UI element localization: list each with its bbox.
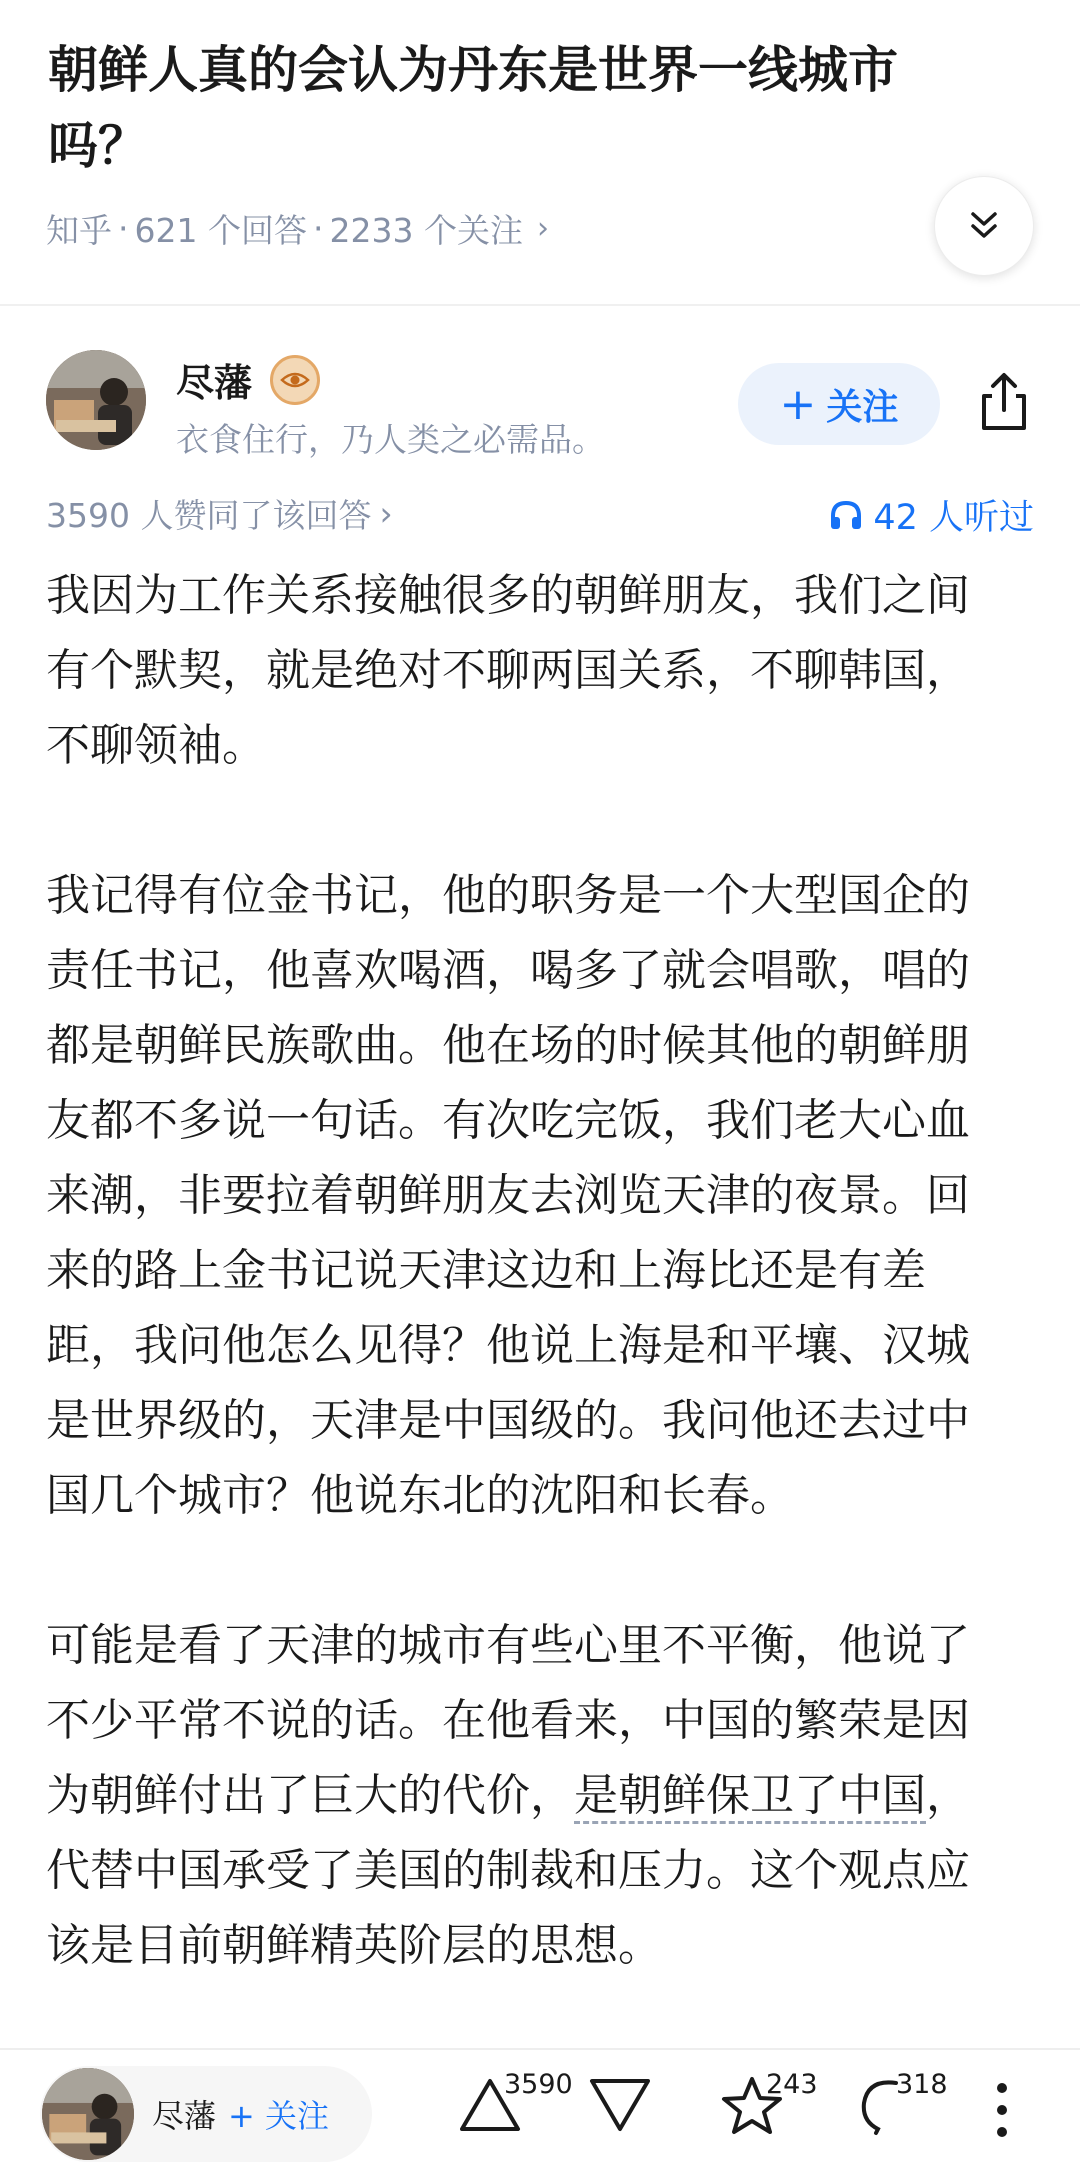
listen-count[interactable]	[829, 490, 1034, 540]
bottom-follow-button[interactable]: + 关注	[228, 2097, 330, 2135]
comment-count: 318	[896, 2069, 948, 2100]
follow-label: 关注	[826, 386, 899, 428]
meta-source: 知乎	[46, 211, 112, 250]
answer-paragraph: 我因为工作关系接触很多的朝鲜朋友，我们之间有个默契，就是绝对不聊两国关系，不聊韩国，不聊领袖。	[46, 570, 970, 771]
share-icon	[976, 372, 1032, 434]
favorite-count: 243	[766, 2069, 818, 2100]
bottom-author-chip[interactable]	[40, 2066, 372, 2162]
favorite-button[interactable]	[720, 2069, 818, 2141]
headphones-icon	[829, 499, 863, 531]
downvote-button[interactable]	[588, 2075, 652, 2139]
more-vertical-icon	[992, 2080, 1012, 2140]
meta-sep: ·	[312, 209, 324, 248]
double-chevron-down-icon	[967, 209, 1001, 243]
chevron-right-icon: ›	[536, 211, 549, 246]
answer-content	[46, 558, 1006, 2058]
author-name-row[interactable]	[176, 352, 320, 407]
eye-badge-icon	[270, 355, 320, 405]
upvote-button[interactable]	[458, 2069, 573, 2139]
more-button[interactable]	[992, 2080, 1012, 2144]
expand-button[interactable]	[934, 176, 1034, 276]
share-button[interactable]	[976, 372, 1032, 434]
bottom-author-name: 尽藩	[152, 2097, 217, 2135]
comment-button[interactable]	[856, 2069, 948, 2141]
answer-paragraph	[46, 1608, 1006, 1983]
bottom-author-avatar[interactable]	[42, 2068, 134, 2160]
author-avatar[interactable]	[46, 350, 146, 450]
follow-button[interactable]	[738, 363, 940, 445]
paragraph-text: ，代替中国承受了美国的制裁和压力。这个观点应该是目前朝鲜精英阶层的思想。	[46, 1770, 970, 1971]
search-keyword-link[interactable]: 是朝鲜保卫了中国	[574, 1770, 926, 1824]
meta-followers: 2233 个关注	[329, 211, 523, 250]
chevron-right-icon: ›	[379, 494, 393, 533]
paragraph-text: 可能是看了天津的城市有些心里不平衡，他说了不少平常不说的话。在他看来，中国的繁荣是因为朝鲜付出了巨大的代价，	[46, 1620, 970, 1821]
meta-answers: 621 个回答	[134, 211, 307, 250]
plus-icon: +	[779, 378, 817, 430]
vote-summary[interactable]	[46, 490, 393, 537]
question-title: 朝鲜人真的会认为丹东是世界一线城市吗？	[48, 41, 898, 175]
avatar-image	[42, 2068, 134, 2160]
author-name[interactable]: 尽藩	[176, 361, 253, 405]
section-divider	[0, 304, 1080, 306]
listen-text: 42 人听过	[873, 498, 1034, 538]
downvote-triangle-icon	[588, 2075, 652, 2135]
answer-paragraph: 我记得有位金书记，他的职务是一个大型国企的责任书记，他喜欢喝酒，喝多了就会唱歌，唱的都是朝鲜民族歌曲。他在场的时候其他的朝鲜朋友都不多说一句话。有次吃完饭，我们老大心血来潮，非要拉着朝鲜朋友去浏览天津的夜景。回来的路上金书记说天津这边和上海比还是有差距，我问他怎么见得？他说上海是和平壤、汉城是世界级的，天津是中国级的。我问他还去过中国几个城市？他说东北的沈阳和长春。	[46, 870, 970, 1521]
upvote-count: 3590	[504, 2069, 573, 2100]
question-meta[interactable]	[46, 205, 549, 252]
avatar-image	[46, 350, 146, 450]
meta-sep: ·	[118, 209, 129, 248]
votes-text: 3590 人赞同了该回答	[46, 496, 372, 535]
author-bio: 衣食住行，乃人类之必需品。	[176, 420, 605, 459]
